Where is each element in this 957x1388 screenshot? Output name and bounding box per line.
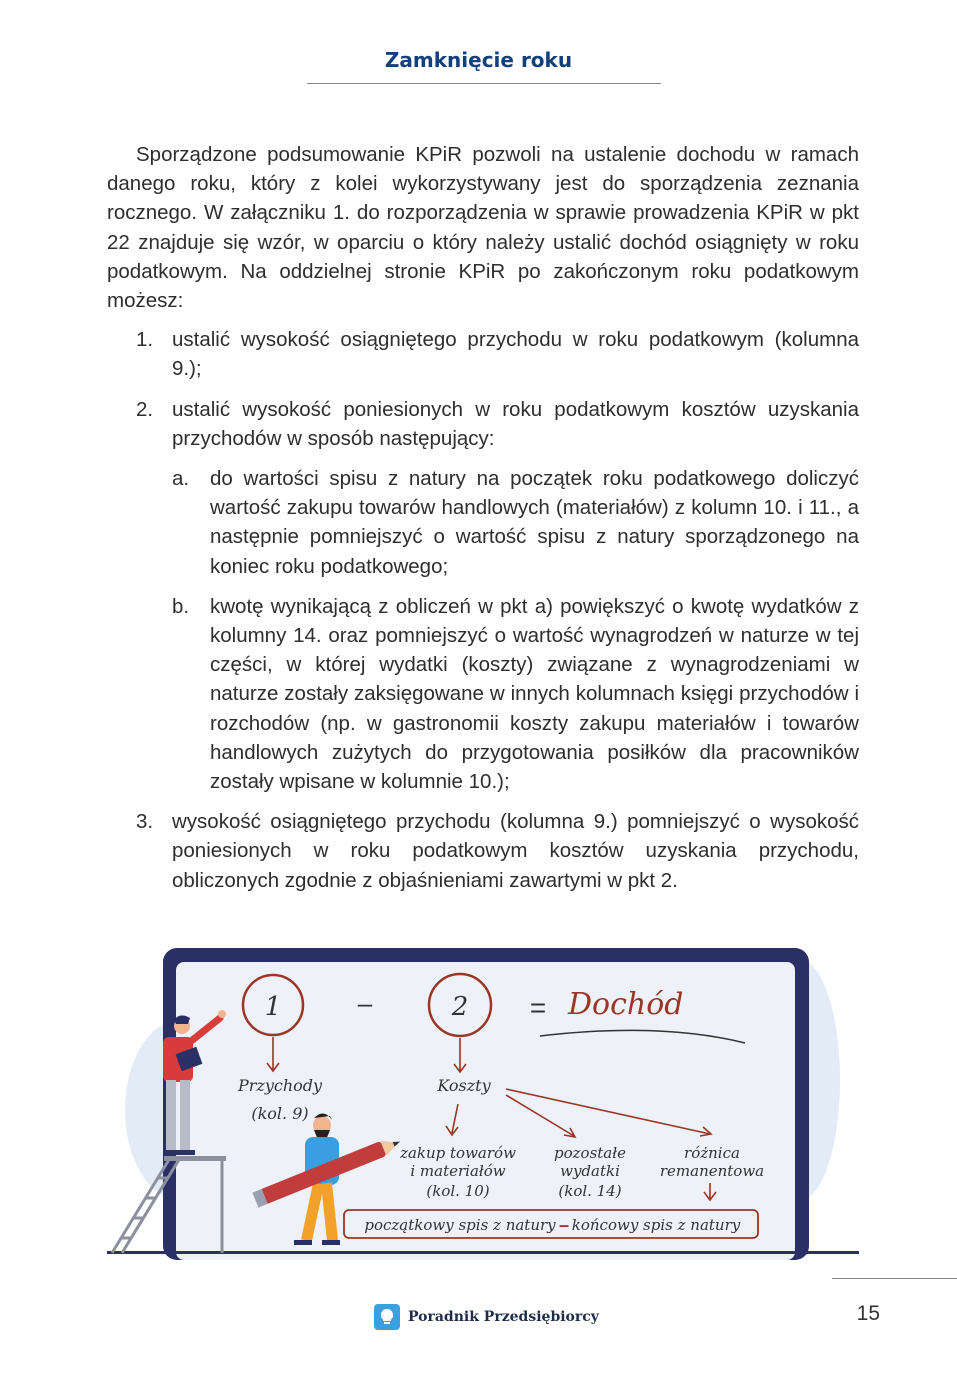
revenue-label: Przychody xyxy=(237,1076,323,1095)
inventory-end-label: końcowy spis z natury xyxy=(571,1216,741,1234)
branch1-line1: zakup towarów xyxy=(400,1144,516,1162)
inventory-start-label: początkowy spis z natury xyxy=(364,1216,556,1234)
list-text: ustalić wysokość osiągniętego przychodu w roku podatkowym (kolumna 9.); xyxy=(172,328,859,381)
list-text: wysokość osiągniętego przychodu (kolumna 9.) pomniejszyć o wysokość poniesionych w roku podatkowym kosztów uzyskania przychodu, obliczonych zgodnie z objaśnieniami zawartymi w pkt 2. xyxy=(172,810,859,892)
branch3-line2: remanentowa xyxy=(659,1162,765,1180)
branch2-line3: (kol. 14) xyxy=(558,1182,622,1200)
sub-list-item xyxy=(172,464,859,581)
lightbulb-icon xyxy=(374,1304,400,1330)
costs-label: Koszty xyxy=(437,1076,491,1095)
page-title: Zamknięcie roku xyxy=(384,48,573,72)
title-divider xyxy=(307,83,661,84)
sub-list-text: kwotę wynikającą z obliczeń w pkt a) powiększyć o kwotę wydatków z kolumny 14. oraz pomniejszyć o wartość wynagrodzeń w naturze w tej części, w której wydatki (koszty) związane z wynagrodzeniami w naturze zostały zaksięgowane w innych kolumnach księgi przychodów i rozchodów (np. w gastronomii koszty zakupu materiałów i towarów handlowych zużytych do przygotowania posiłków dla pracowników zostały wpisane w kolumnie 10.); xyxy=(210,594,859,794)
list-number: 3. xyxy=(136,810,154,834)
inventory-minus-sign: – xyxy=(558,1215,570,1235)
minus-sign: – xyxy=(357,988,373,1018)
list-item xyxy=(107,325,859,383)
result-label: Dochód xyxy=(568,987,684,1022)
sub-list xyxy=(172,464,859,796)
list-number: 1. xyxy=(136,328,154,352)
revenue-column-label: (kol. 9) xyxy=(251,1104,309,1123)
income-diagram-illustration xyxy=(100,940,870,1260)
floor-line xyxy=(107,1251,859,1254)
footer-divider xyxy=(832,1278,957,1279)
circle-one-label: 1 xyxy=(264,992,282,1022)
list-item xyxy=(107,807,859,895)
intro-paragraph: Sporządzone podsumowanie KPiR pozwoli na ustalenie dochodu w ramach danego roku, który z kolei wykorzystywany jest do sporządzenia zeznania rocznego. W załączniku 1. do rozporządzenia w sprawie prowadzenia KPiR w pkt 22 znajduje się wzór, w oparciu o który należy ustalić dochód osiągnięty w roku podatkowym. Na oddzielnej stronie KPiR po zakończonym roku podatkowym możesz: xyxy=(107,143,859,313)
sub-list-item xyxy=(172,592,859,796)
branch2-line2: wydatki xyxy=(560,1162,620,1180)
main-text xyxy=(107,140,859,906)
steps-list xyxy=(107,325,859,895)
footer-brand-name: Poradnik Przedsiębiorcy xyxy=(408,1309,599,1325)
branch1-line3: (kol. 10) xyxy=(426,1182,490,1200)
equals-sign: = xyxy=(529,992,547,1023)
sub-list-text: do wartości spisu z natury na początek roku podatkowego doliczyć wartość zakupu towarów handlowych (materiałów) z kolumn 10. i 11., a następnie pomniejszyć o wartość spisu z natury sporządzonego na koniec roku podatkowego; xyxy=(210,467,859,578)
list-text: ustalić wysokość poniesionych w roku podatkowym kosztów uzyskania przychodów w sposób następujący: xyxy=(172,397,859,450)
footer-brand xyxy=(374,1303,599,1331)
page-number: 15 xyxy=(856,1302,880,1325)
list-number: 2. xyxy=(136,397,154,421)
sub-list-letter: b. xyxy=(172,594,190,618)
sub-list-letter: a. xyxy=(172,467,190,491)
list-item xyxy=(107,395,859,797)
circle-two-label: 2 xyxy=(451,992,469,1022)
branch3-line1: różnica xyxy=(684,1144,740,1162)
branch1-line2: i materiałów xyxy=(410,1162,506,1180)
branch2-line1: pozostałe xyxy=(554,1144,626,1162)
